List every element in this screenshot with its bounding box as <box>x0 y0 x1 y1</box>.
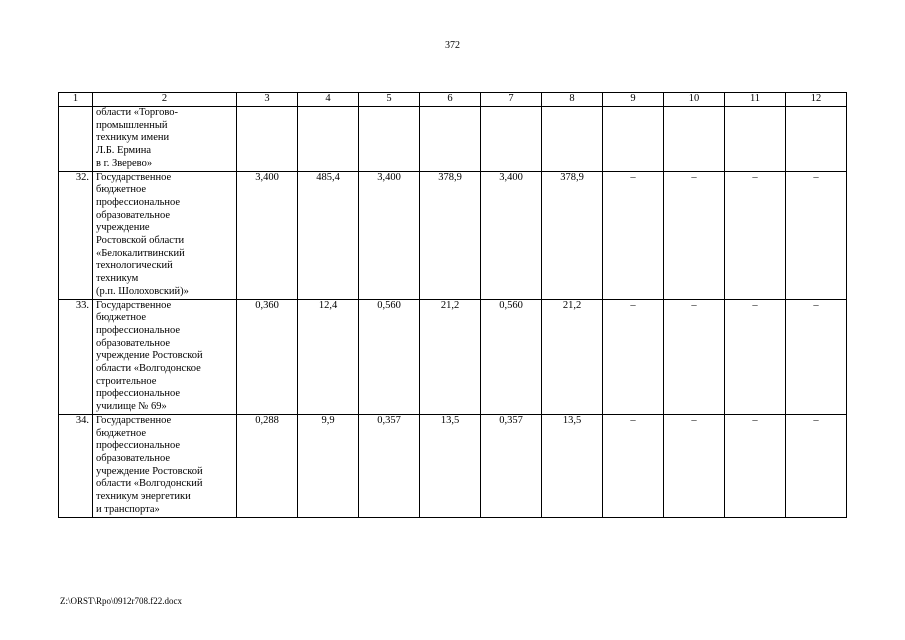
institution-name-line: области «Волгодонское <box>96 363 201 375</box>
institution-name-cell <box>93 414 237 517</box>
value-cell <box>481 107 542 172</box>
value-cell: – <box>603 414 664 517</box>
institution-name-line: бюджетное <box>96 427 147 439</box>
institution-name-line: учреждение Ростовской <box>96 350 203 362</box>
institution-name-line: Л.Б. Ермина <box>96 145 152 157</box>
row-number-cell: 33. <box>59 299 93 414</box>
file-path-footer: Z:\ORST\Rpo\0912r708.f22.docx <box>60 596 182 606</box>
column-header: 1 <box>59 93 93 107</box>
institution-name-line: техникум имени <box>96 132 170 144</box>
institution-name-line: (р.п. Шолоховский)» <box>96 285 189 297</box>
value-cell: – <box>725 299 786 414</box>
institution-name-line: области «Волгодонский <box>96 478 203 490</box>
column-header: 6 <box>420 93 481 107</box>
value-cell: 9,9 <box>298 414 359 517</box>
budget-table <box>58 92 847 518</box>
row-number-cell: 34. <box>59 414 93 517</box>
value-cell: – <box>664 299 725 414</box>
value-cell: – <box>664 414 725 517</box>
institution-name-line: бюджетное <box>96 312 147 324</box>
value-cell: 378,9 <box>420 171 481 299</box>
value-cell: 12,4 <box>298 299 359 414</box>
column-header: 7 <box>481 93 542 107</box>
institution-name-cell <box>93 107 237 172</box>
institution-name-line: образовательное <box>96 452 170 464</box>
table-row <box>59 171 847 299</box>
value-cell: 378,9 <box>542 171 603 299</box>
value-cell: 3,400 <box>359 171 420 299</box>
table-row <box>59 414 847 517</box>
value-cell: 3,400 <box>237 171 298 299</box>
value-cell: 485,4 <box>298 171 359 299</box>
institution-name-line: в г. Зверево» <box>96 157 153 169</box>
value-cell <box>542 107 603 172</box>
institution-name-line: учреждение Ростовской <box>96 465 203 477</box>
value-cell: 0,357 <box>359 414 420 517</box>
value-cell: 13,5 <box>420 414 481 517</box>
value-cell: 3,400 <box>481 171 542 299</box>
institution-name-line: образовательное <box>96 209 170 221</box>
value-cell: – <box>786 414 847 517</box>
institution-name-line: техникум <box>96 273 139 285</box>
institution-name-line: бюджетное <box>96 184 147 196</box>
institution-name-line: профессиональное <box>96 324 181 336</box>
value-cell: 0,357 <box>481 414 542 517</box>
institution-name-line: «Белокалитвинский <box>96 247 185 259</box>
institution-name-line: Государственное <box>96 171 172 183</box>
institution-name-line: образовательное <box>96 337 170 349</box>
value-cell <box>664 107 725 172</box>
value-cell <box>725 107 786 172</box>
institution-name-line: промышленный <box>96 119 168 131</box>
value-cell: – <box>786 299 847 414</box>
page-number: 372 <box>445 40 460 51</box>
row-number-cell: 32. <box>59 171 93 299</box>
value-cell: 0,360 <box>237 299 298 414</box>
value-cell: – <box>664 171 725 299</box>
institution-name-line: строительное <box>96 375 157 387</box>
institution-name-line: области «Торгово- <box>96 107 179 118</box>
column-header: 8 <box>542 93 603 107</box>
institution-name-line: технологический <box>96 260 173 272</box>
institution-name-line: профессиональное <box>96 388 181 400</box>
row-number-cell <box>59 107 93 172</box>
institution-name-cell <box>93 299 237 414</box>
institution-name-line: техникум энергетики <box>96 491 191 503</box>
value-cell: 0,288 <box>237 414 298 517</box>
institution-name-line: Государственное <box>96 299 172 311</box>
column-header: 4 <box>298 93 359 107</box>
value-cell: – <box>603 299 664 414</box>
value-cell: – <box>786 171 847 299</box>
value-cell: – <box>725 171 786 299</box>
value-cell <box>786 107 847 172</box>
institution-name-line: Ростовской области <box>96 235 185 247</box>
column-header: 10 <box>664 93 725 107</box>
value-cell <box>237 107 298 172</box>
table-row <box>59 107 847 172</box>
value-cell: – <box>725 414 786 517</box>
institution-name-line: учреждение <box>96 222 150 234</box>
value-cell: 0,560 <box>481 299 542 414</box>
institution-name-line: профессиональное <box>96 440 181 452</box>
value-cell: 0,560 <box>359 299 420 414</box>
column-header: 5 <box>359 93 420 107</box>
column-header: 12 <box>786 93 847 107</box>
table-row <box>59 299 847 414</box>
institution-name-line: профессиональное <box>96 196 181 208</box>
value-cell <box>603 107 664 172</box>
column-header: 11 <box>725 93 786 107</box>
value-cell: 13,5 <box>542 414 603 517</box>
value-cell: 21,2 <box>420 299 481 414</box>
value-cell <box>359 107 420 172</box>
column-header: 9 <box>603 93 664 107</box>
column-header: 3 <box>237 93 298 107</box>
institution-name-line: и транспорта» <box>96 503 160 515</box>
institution-name-line: училище № 69» <box>96 401 167 413</box>
value-cell <box>420 107 481 172</box>
value-cell <box>298 107 359 172</box>
value-cell: – <box>603 171 664 299</box>
table-header-row <box>59 93 847 107</box>
column-header: 2 <box>93 93 237 107</box>
value-cell: 21,2 <box>542 299 603 414</box>
institution-name-cell <box>93 171 237 299</box>
institution-name-line: Государственное <box>96 414 172 426</box>
